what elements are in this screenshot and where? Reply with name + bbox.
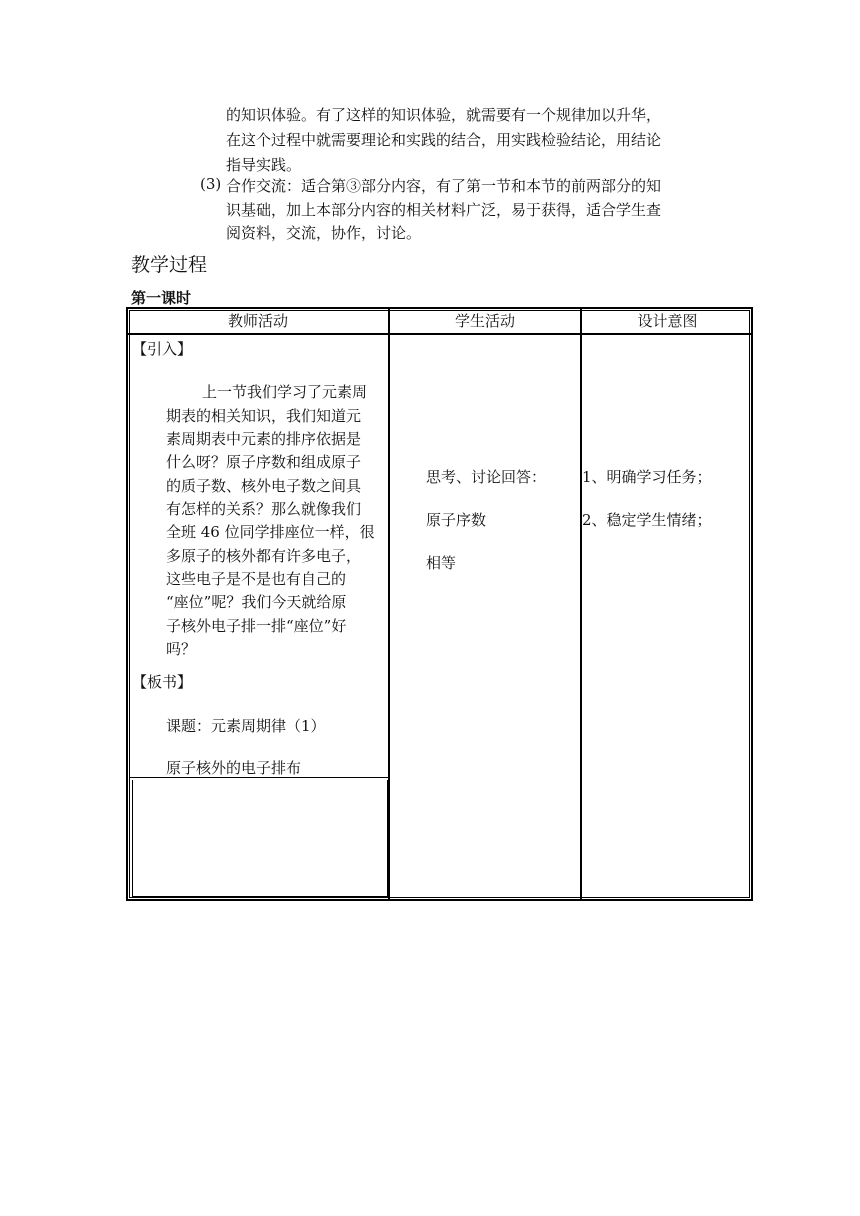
intro-line: 在这个过程中就需要理论和实践的结合，用实践检验结论，用结论 [226, 131, 662, 149]
header-divider [128, 333, 751, 335]
teacher-text-line: 多原子的核外都有许多电子， [166, 547, 362, 565]
teacher-empty-cell-inner [132, 780, 388, 897]
intro-label: 【引入】 [132, 340, 193, 358]
teacher-text-line: 什么呀？原子序数和组成原子 [166, 453, 362, 471]
column-divider [580, 309, 582, 899]
teacher-text-line: 吗？ [166, 640, 197, 658]
header-teacher: 教师活动 [227, 312, 288, 330]
list-item-line: 合作交流：适合第③部分内容，有了第一节和本节的前两部分的知 [226, 177, 662, 195]
list-item-line: 识基础，加上本部分内容的相关材料广泛，易于获得，适合学生查 [226, 201, 662, 219]
header-student: 学生活动 [454, 312, 515, 330]
teacher-text-line: 全班 46 位同学排座位一样，很 [166, 523, 375, 541]
column-divider [388, 309, 390, 899]
teacher-text-line: 子核外电子排一排“座位”好 [166, 617, 347, 635]
teacher-text-line: 素周期表中元素的排序依据是 [166, 430, 362, 448]
teacher-text-line: 期表的相关知识，我们知道元 [166, 407, 362, 425]
list-item-number: (3) [200, 175, 222, 193]
teacher-text-line: 上一节我们学习了元素周 [202, 383, 368, 401]
board-line: 课题：元素周期律（1） [166, 717, 326, 735]
design-intent-line: 2、稳定学生情绪； [582, 511, 712, 529]
teacher-text-line: 的质子数、核外电子数之间具 [166, 477, 362, 495]
teacher-text-line: 有怎样的关系？那么就像我们 [166, 500, 362, 518]
board-label: 【板书】 [132, 673, 193, 691]
board-line: 原子核外的电子排布 [166, 759, 302, 777]
student-answer-line: 原子序数 [426, 511, 487, 529]
intro-line: 指导实践。 [226, 156, 302, 174]
student-answer-line: 相等 [426, 554, 457, 572]
student-answer-line: 思考、讨论回答： [426, 468, 547, 486]
lesson-title: 第一课时 [131, 289, 192, 307]
header-design: 设计意图 [637, 312, 698, 330]
teacher-text-line: “座位”呢？我们今天就给原 [166, 593, 347, 611]
design-intent-line: 1、明确学习任务； [582, 468, 712, 486]
section-title: 教学过程 [131, 254, 208, 276]
teacher-empty-cell [130, 777, 388, 900]
intro-line: 的知识体验。有了这样的知识体验，就需要有一个规律加以升华， [226, 106, 662, 124]
list-item-line: 阅资料，交流，协作，讨论。 [226, 224, 422, 242]
lesson-table [126, 307, 753, 901]
teacher-text-line: 这些电子是不是也有自己的 [166, 570, 347, 588]
